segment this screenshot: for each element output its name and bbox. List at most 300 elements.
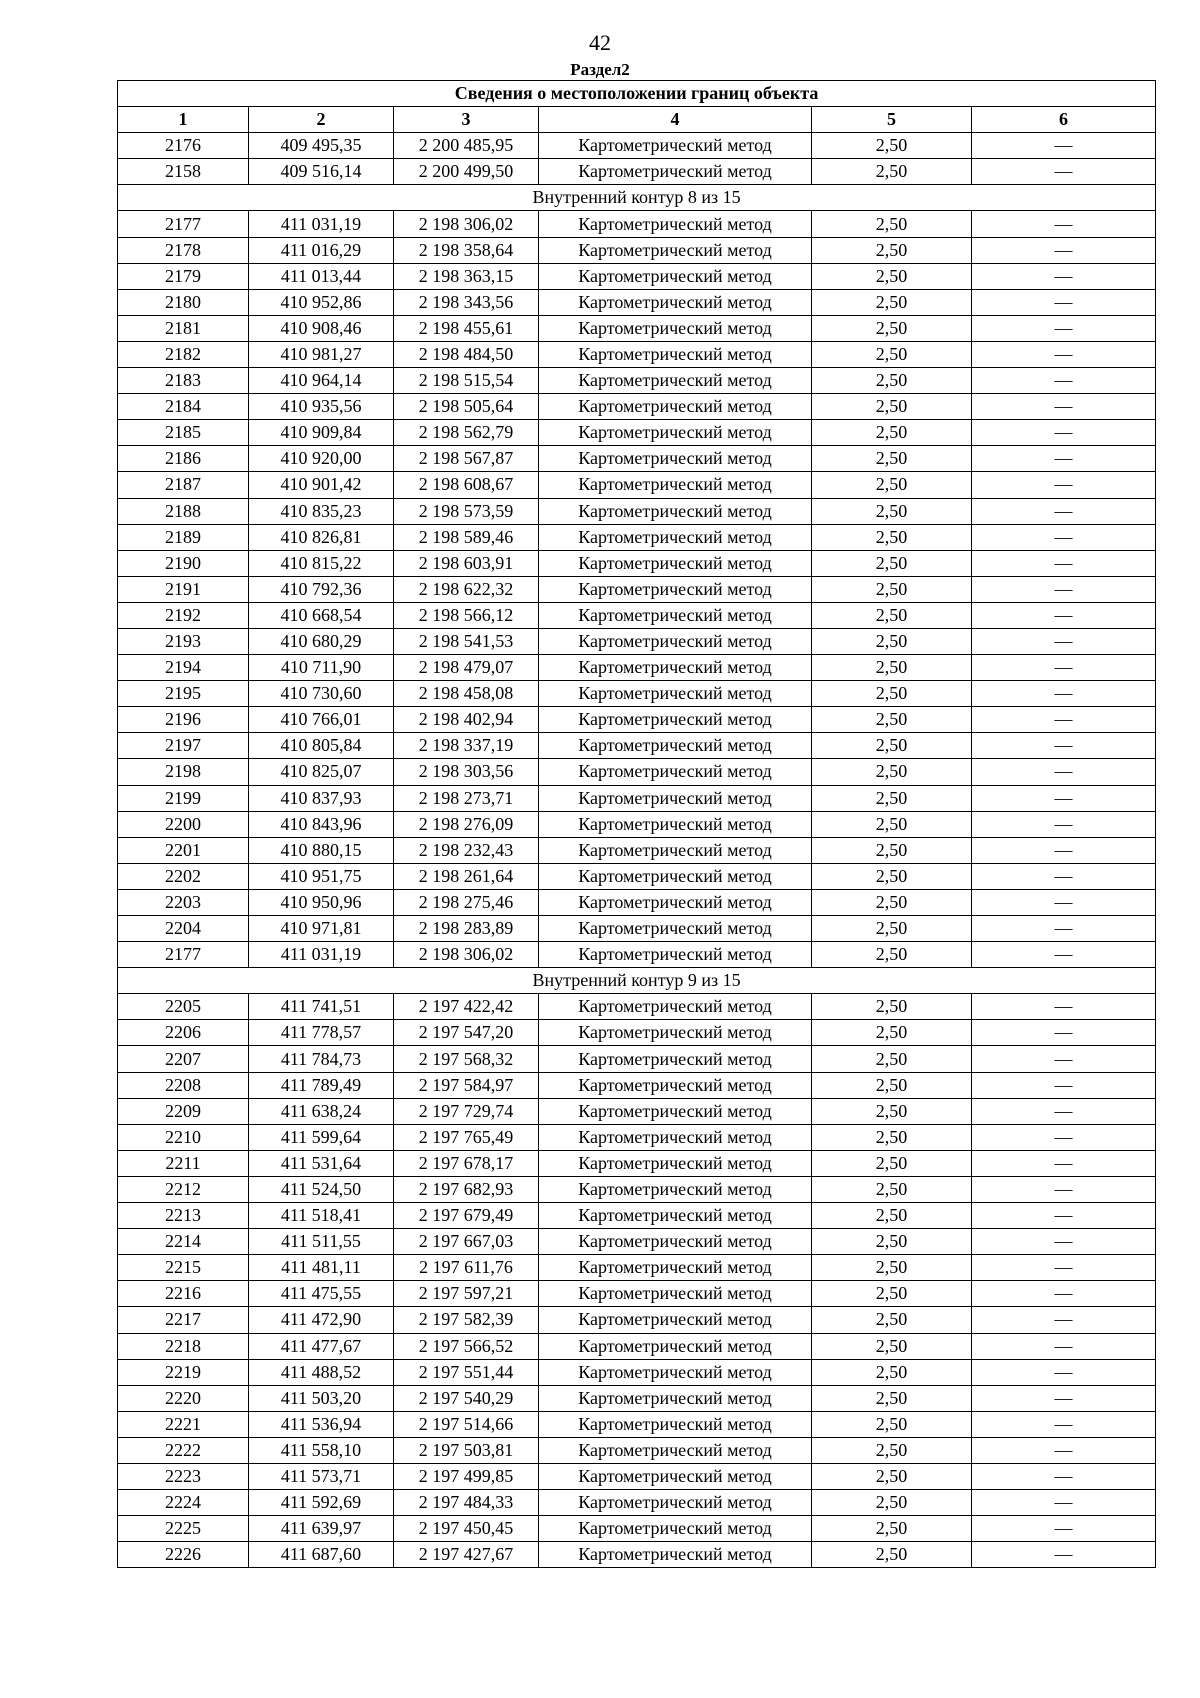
x-coordinate-cell: 410 837,93 xyxy=(249,785,394,811)
note-cell: — xyxy=(972,1490,1156,1516)
y-coordinate-cell: 2 198 541,53 xyxy=(394,628,539,654)
accuracy-cell: 2,50 xyxy=(812,1411,972,1437)
note-cell: — xyxy=(972,1385,1156,1411)
point-number-cell: 2225 xyxy=(118,1516,249,1542)
x-coordinate-cell: 411 031,19 xyxy=(249,942,394,968)
point-number-cell: 2183 xyxy=(118,368,249,394)
accuracy-cell: 2,50 xyxy=(812,550,972,576)
method-cell: Картометрический метод xyxy=(539,550,812,576)
table-row xyxy=(118,811,1156,837)
y-coordinate-cell: 2 198 484,50 xyxy=(394,341,539,367)
x-coordinate-cell: 411 536,94 xyxy=(249,1411,394,1437)
accuracy-cell: 2,50 xyxy=(812,211,972,237)
note-cell: — xyxy=(972,1124,1156,1150)
x-coordinate-cell: 410 909,84 xyxy=(249,420,394,446)
method-cell: Картометрический метод xyxy=(539,1411,812,1437)
note-cell: — xyxy=(972,1437,1156,1463)
table-row xyxy=(118,785,1156,811)
note-cell: — xyxy=(972,785,1156,811)
table-row xyxy=(118,263,1156,289)
y-coordinate-cell: 2 198 622,32 xyxy=(394,576,539,602)
point-number-cell: 2226 xyxy=(118,1542,249,1568)
method-cell: Картометрический метод xyxy=(539,1203,812,1229)
y-coordinate-cell: 2 198 589,46 xyxy=(394,524,539,550)
point-number-cell: 2195 xyxy=(118,681,249,707)
method-cell: Картометрический метод xyxy=(539,1516,812,1542)
point-number-cell: 2222 xyxy=(118,1437,249,1463)
accuracy-cell: 2,50 xyxy=(812,1255,972,1281)
method-cell: Картометрический метод xyxy=(539,602,812,628)
method-cell: Картометрический метод xyxy=(539,1229,812,1255)
x-coordinate-cell: 410 805,84 xyxy=(249,733,394,759)
note-cell: — xyxy=(972,524,1156,550)
x-coordinate-cell: 410 792,36 xyxy=(249,576,394,602)
method-cell: Картометрический метод xyxy=(539,472,812,498)
table-row xyxy=(118,289,1156,315)
point-number-cell: 2190 xyxy=(118,550,249,576)
y-coordinate-cell: 2 198 261,64 xyxy=(394,863,539,889)
method-cell: Картометрический метод xyxy=(539,237,812,263)
y-coordinate-cell: 2 198 303,56 xyxy=(394,759,539,785)
note-cell: — xyxy=(972,916,1156,942)
y-coordinate-cell: 2 198 603,91 xyxy=(394,550,539,576)
point-number-cell: 2193 xyxy=(118,628,249,654)
x-coordinate-cell: 410 950,96 xyxy=(249,889,394,915)
table-row xyxy=(118,733,1156,759)
x-coordinate-cell: 411 558,10 xyxy=(249,1437,394,1463)
y-coordinate-cell: 2 198 515,54 xyxy=(394,368,539,394)
y-coordinate-cell: 2 198 562,79 xyxy=(394,420,539,446)
x-coordinate-cell: 411 687,60 xyxy=(249,1542,394,1568)
table-row xyxy=(118,889,1156,915)
method-cell: Картометрический метод xyxy=(539,655,812,681)
method-cell: Картометрический метод xyxy=(539,1255,812,1281)
x-coordinate-cell: 411 481,11 xyxy=(249,1255,394,1281)
y-coordinate-cell: 2 198 358,64 xyxy=(394,237,539,263)
accuracy-cell: 2,50 xyxy=(812,863,972,889)
x-coordinate-cell: 410 901,42 xyxy=(249,472,394,498)
accuracy-cell: 2,50 xyxy=(812,1359,972,1385)
x-coordinate-cell: 411 531,64 xyxy=(249,1150,394,1176)
x-coordinate-cell: 410 835,23 xyxy=(249,498,394,524)
accuracy-cell: 2,50 xyxy=(812,681,972,707)
note-cell: — xyxy=(972,1020,1156,1046)
x-coordinate-cell: 410 711,90 xyxy=(249,655,394,681)
accuracy-cell: 2,50 xyxy=(812,289,972,315)
x-coordinate-cell: 411 789,49 xyxy=(249,1072,394,1098)
column-header: 2 xyxy=(249,107,394,133)
method-cell: Картометрический метод xyxy=(539,1150,812,1176)
accuracy-cell: 2,50 xyxy=(812,994,972,1020)
point-number-cell: 2200 xyxy=(118,811,249,837)
accuracy-cell: 2,50 xyxy=(812,733,972,759)
method-cell: Картометрический метод xyxy=(539,1176,812,1202)
point-number-cell: 2177 xyxy=(118,211,249,237)
note-cell: — xyxy=(972,889,1156,915)
y-coordinate-cell: 2 197 582,39 xyxy=(394,1307,539,1333)
y-coordinate-cell: 2 197 682,93 xyxy=(394,1176,539,1202)
y-coordinate-cell: 2 200 485,95 xyxy=(394,133,539,159)
note-cell: — xyxy=(972,811,1156,837)
column-header: 5 xyxy=(812,107,972,133)
contour-label: Внутренний контур 8 из 15 xyxy=(118,185,1156,211)
point-number-cell: 2197 xyxy=(118,733,249,759)
method-cell: Картометрический метод xyxy=(539,759,812,785)
y-coordinate-cell: 2 198 402,94 xyxy=(394,707,539,733)
point-number-cell: 2224 xyxy=(118,1490,249,1516)
x-coordinate-cell: 411 503,20 xyxy=(249,1385,394,1411)
note-cell: — xyxy=(972,368,1156,394)
boundary-coordinates-table xyxy=(117,80,1156,1568)
y-coordinate-cell: 2 198 276,09 xyxy=(394,811,539,837)
note-cell: — xyxy=(972,681,1156,707)
table-row xyxy=(118,1150,1156,1176)
point-number-cell: 2182 xyxy=(118,341,249,367)
note-cell: — xyxy=(972,1176,1156,1202)
method-cell: Картометрический метод xyxy=(539,1307,812,1333)
note-cell: — xyxy=(972,863,1156,889)
x-coordinate-cell: 410 668,54 xyxy=(249,602,394,628)
y-coordinate-cell: 2 198 567,87 xyxy=(394,446,539,472)
accuracy-cell: 2,50 xyxy=(812,916,972,942)
note-cell: — xyxy=(972,1203,1156,1229)
table-row xyxy=(118,1098,1156,1124)
note-cell: — xyxy=(972,211,1156,237)
x-coordinate-cell: 411 524,50 xyxy=(249,1176,394,1202)
method-cell: Картометрический метод xyxy=(539,811,812,837)
column-header-row xyxy=(118,107,1156,133)
contour-header-row xyxy=(118,968,1156,994)
page-number: 42 xyxy=(589,30,611,55)
method-cell: Картометрический метод xyxy=(539,1359,812,1385)
x-coordinate-cell: 410 826,81 xyxy=(249,524,394,550)
y-coordinate-cell: 2 198 479,07 xyxy=(394,655,539,681)
method-cell: Картометрический метод xyxy=(539,341,812,367)
note-cell: — xyxy=(972,498,1156,524)
accuracy-cell: 2,50 xyxy=(812,315,972,341)
method-cell: Картометрический метод xyxy=(539,863,812,889)
accuracy-cell: 2,50 xyxy=(812,1542,972,1568)
note-cell: — xyxy=(972,1046,1156,1072)
method-cell: Картометрический метод xyxy=(539,1020,812,1046)
table-row xyxy=(118,420,1156,446)
point-number-cell: 2216 xyxy=(118,1281,249,1307)
table-row xyxy=(118,315,1156,341)
y-coordinate-cell: 2 197 484,33 xyxy=(394,1490,539,1516)
x-coordinate-cell: 411 573,71 xyxy=(249,1463,394,1489)
x-coordinate-cell: 410 766,01 xyxy=(249,707,394,733)
table-row xyxy=(118,498,1156,524)
accuracy-cell: 2,50 xyxy=(812,1150,972,1176)
x-coordinate-cell: 410 952,86 xyxy=(249,289,394,315)
method-cell: Картометрический метод xyxy=(539,315,812,341)
x-coordinate-cell: 409 516,14 xyxy=(249,159,394,185)
x-coordinate-cell: 410 880,15 xyxy=(249,837,394,863)
x-coordinate-cell: 410 680,29 xyxy=(249,628,394,654)
note-cell: — xyxy=(972,1072,1156,1098)
accuracy-cell: 2,50 xyxy=(812,1516,972,1542)
method-cell: Картометрический метод xyxy=(539,1463,812,1489)
y-coordinate-cell: 2 197 422,42 xyxy=(394,994,539,1020)
table-row xyxy=(118,394,1156,420)
note-cell: — xyxy=(972,1307,1156,1333)
y-coordinate-cell: 2 197 765,49 xyxy=(394,1124,539,1150)
table-row xyxy=(118,602,1156,628)
point-number-cell: 2186 xyxy=(118,446,249,472)
table-row xyxy=(118,159,1156,185)
table-row xyxy=(118,837,1156,863)
y-coordinate-cell: 2 200 499,50 xyxy=(394,159,539,185)
point-number-cell: 2223 xyxy=(118,1463,249,1489)
accuracy-cell: 2,50 xyxy=(812,133,972,159)
accuracy-cell: 2,50 xyxy=(812,341,972,367)
note-cell: — xyxy=(972,341,1156,367)
point-number-cell: 2211 xyxy=(118,1150,249,1176)
table-row xyxy=(118,472,1156,498)
contour-header-row xyxy=(118,185,1156,211)
accuracy-cell: 2,50 xyxy=(812,1203,972,1229)
method-cell: Картометрический метод xyxy=(539,1046,812,1072)
contour-label: Внутренний контур 9 из 15 xyxy=(118,968,1156,994)
y-coordinate-cell: 2 198 363,15 xyxy=(394,263,539,289)
method-cell: Картометрический метод xyxy=(539,446,812,472)
table-row xyxy=(118,550,1156,576)
method-cell: Картометрический метод xyxy=(539,289,812,315)
point-number-cell: 2208 xyxy=(118,1072,249,1098)
y-coordinate-cell: 2 197 611,76 xyxy=(394,1255,539,1281)
accuracy-cell: 2,50 xyxy=(812,498,972,524)
note-cell: — xyxy=(972,159,1156,185)
accuracy-cell: 2,50 xyxy=(812,628,972,654)
accuracy-cell: 2,50 xyxy=(812,394,972,420)
note-cell: — xyxy=(972,550,1156,576)
accuracy-cell: 2,50 xyxy=(812,811,972,837)
accuracy-cell: 2,50 xyxy=(812,759,972,785)
y-coordinate-cell: 2 198 566,12 xyxy=(394,602,539,628)
accuracy-cell: 2,50 xyxy=(812,655,972,681)
table-row xyxy=(118,863,1156,889)
point-number-cell: 2178 xyxy=(118,237,249,263)
table-row xyxy=(118,1516,1156,1542)
point-number-cell: 2205 xyxy=(118,994,249,1020)
accuracy-cell: 2,50 xyxy=(812,1124,972,1150)
table-row xyxy=(118,1307,1156,1333)
table-title: Сведения о местоположении границ объекта xyxy=(118,81,1156,107)
x-coordinate-cell: 410 908,46 xyxy=(249,315,394,341)
y-coordinate-cell: 2 197 514,66 xyxy=(394,1411,539,1437)
point-number-cell: 2196 xyxy=(118,707,249,733)
column-header: 4 xyxy=(539,107,812,133)
table-row xyxy=(118,681,1156,707)
point-number-cell: 2210 xyxy=(118,1124,249,1150)
y-coordinate-cell: 2 197 729,74 xyxy=(394,1098,539,1124)
note-cell: — xyxy=(972,289,1156,315)
point-number-cell: 2209 xyxy=(118,1098,249,1124)
method-cell: Картометрический метод xyxy=(539,837,812,863)
note-cell: — xyxy=(972,420,1156,446)
accuracy-cell: 2,50 xyxy=(812,576,972,602)
table-row xyxy=(118,1359,1156,1385)
y-coordinate-cell: 2 197 547,20 xyxy=(394,1020,539,1046)
note-cell: — xyxy=(972,237,1156,263)
point-number-cell: 2214 xyxy=(118,1229,249,1255)
method-cell: Картометрический метод xyxy=(539,942,812,968)
table-row xyxy=(118,628,1156,654)
x-coordinate-cell: 411 016,29 xyxy=(249,237,394,263)
x-coordinate-cell: 409 495,35 xyxy=(249,133,394,159)
method-cell: Картометрический метод xyxy=(539,628,812,654)
note-cell: — xyxy=(972,472,1156,498)
method-cell: Картометрический метод xyxy=(539,1333,812,1359)
method-cell: Картометрический метод xyxy=(539,1072,812,1098)
point-number-cell: 2201 xyxy=(118,837,249,863)
y-coordinate-cell: 2 198 458,08 xyxy=(394,681,539,707)
y-coordinate-cell: 2 198 273,71 xyxy=(394,785,539,811)
x-coordinate-cell: 411 013,44 xyxy=(249,263,394,289)
method-cell: Картометрический метод xyxy=(539,368,812,394)
method-cell: Картометрический метод xyxy=(539,785,812,811)
method-cell: Картометрический метод xyxy=(539,1281,812,1307)
note-cell: — xyxy=(972,1411,1156,1437)
y-coordinate-cell: 2 198 306,02 xyxy=(394,942,539,968)
method-cell: Картометрический метод xyxy=(539,1490,812,1516)
point-number-cell: 2219 xyxy=(118,1359,249,1385)
table-row xyxy=(118,1176,1156,1202)
note-cell: — xyxy=(972,263,1156,289)
x-coordinate-cell: 410 920,00 xyxy=(249,446,394,472)
column-header: 6 xyxy=(972,107,1156,133)
point-number-cell: 2176 xyxy=(118,133,249,159)
note-cell: — xyxy=(972,707,1156,733)
y-coordinate-cell: 2 197 551,44 xyxy=(394,1359,539,1385)
point-number-cell: 2191 xyxy=(118,576,249,602)
table-row xyxy=(118,655,1156,681)
accuracy-cell: 2,50 xyxy=(812,1333,972,1359)
accuracy-cell: 2,50 xyxy=(812,1229,972,1255)
note-cell: — xyxy=(972,1463,1156,1489)
x-coordinate-cell: 411 511,55 xyxy=(249,1229,394,1255)
accuracy-cell: 2,50 xyxy=(812,785,972,811)
accuracy-cell: 2,50 xyxy=(812,1437,972,1463)
table-row xyxy=(118,446,1156,472)
table-row xyxy=(118,341,1156,367)
x-coordinate-cell: 411 472,90 xyxy=(249,1307,394,1333)
point-number-cell: 2181 xyxy=(118,315,249,341)
table-row xyxy=(118,524,1156,550)
accuracy-cell: 2,50 xyxy=(812,1098,972,1124)
accuracy-cell: 2,50 xyxy=(812,1490,972,1516)
accuracy-cell: 2,50 xyxy=(812,237,972,263)
y-coordinate-cell: 2 198 232,43 xyxy=(394,837,539,863)
accuracy-cell: 2,50 xyxy=(812,472,972,498)
y-coordinate-cell: 2 197 427,67 xyxy=(394,1542,539,1568)
x-coordinate-cell: 411 741,51 xyxy=(249,994,394,1020)
note-cell: — xyxy=(972,576,1156,602)
accuracy-cell: 2,50 xyxy=(812,1281,972,1307)
table-row xyxy=(118,1411,1156,1437)
note-cell: — xyxy=(972,1333,1156,1359)
y-coordinate-cell: 2 198 275,46 xyxy=(394,889,539,915)
note-cell: — xyxy=(972,1359,1156,1385)
x-coordinate-cell: 410 964,14 xyxy=(249,368,394,394)
accuracy-cell: 2,50 xyxy=(812,446,972,472)
point-number-cell: 2207 xyxy=(118,1046,249,1072)
method-cell: Картометрический метод xyxy=(539,1098,812,1124)
y-coordinate-cell: 2 198 455,61 xyxy=(394,315,539,341)
y-coordinate-cell: 2 198 343,56 xyxy=(394,289,539,315)
point-number-cell: 2218 xyxy=(118,1333,249,1359)
column-header: 3 xyxy=(394,107,539,133)
accuracy-cell: 2,50 xyxy=(812,420,972,446)
accuracy-cell: 2,50 xyxy=(812,602,972,628)
table-row xyxy=(118,707,1156,733)
y-coordinate-cell: 2 197 499,85 xyxy=(394,1463,539,1489)
point-number-cell: 2215 xyxy=(118,1255,249,1281)
x-coordinate-cell: 411 639,97 xyxy=(249,1516,394,1542)
note-cell: — xyxy=(972,315,1156,341)
point-number-cell: 2221 xyxy=(118,1411,249,1437)
method-cell: Картометрический метод xyxy=(539,1437,812,1463)
accuracy-cell: 2,50 xyxy=(812,368,972,394)
y-coordinate-cell: 2 197 568,32 xyxy=(394,1046,539,1072)
method-cell: Картометрический метод xyxy=(539,707,812,733)
table-row xyxy=(118,368,1156,394)
y-coordinate-cell: 2 198 573,59 xyxy=(394,498,539,524)
x-coordinate-cell: 410 981,27 xyxy=(249,341,394,367)
method-cell: Картометрический метод xyxy=(539,394,812,420)
table-row xyxy=(118,1437,1156,1463)
note-cell: — xyxy=(972,1098,1156,1124)
method-cell: Картометрический метод xyxy=(539,420,812,446)
table-row xyxy=(118,1542,1156,1568)
point-number-cell: 2203 xyxy=(118,889,249,915)
x-coordinate-cell: 411 592,69 xyxy=(249,1490,394,1516)
method-cell: Картометрический метод xyxy=(539,1124,812,1150)
note-cell: — xyxy=(972,1516,1156,1542)
note-cell: — xyxy=(972,394,1156,420)
point-number-cell: 2192 xyxy=(118,602,249,628)
y-coordinate-cell: 2 198 337,19 xyxy=(394,733,539,759)
point-number-cell: 2217 xyxy=(118,1307,249,1333)
method-cell: Картометрический метод xyxy=(539,994,812,1020)
accuracy-cell: 2,50 xyxy=(812,1307,972,1333)
note-cell: — xyxy=(972,759,1156,785)
point-number-cell: 2177 xyxy=(118,942,249,968)
method-cell: Картометрический метод xyxy=(539,159,812,185)
x-coordinate-cell: 411 475,55 xyxy=(249,1281,394,1307)
accuracy-cell: 2,50 xyxy=(812,1176,972,1202)
x-coordinate-cell: 411 488,52 xyxy=(249,1359,394,1385)
point-number-cell: 2179 xyxy=(118,263,249,289)
accuracy-cell: 2,50 xyxy=(812,707,972,733)
note-cell: — xyxy=(972,733,1156,759)
table-row xyxy=(118,1281,1156,1307)
accuracy-cell: 2,50 xyxy=(812,524,972,550)
y-coordinate-cell: 2 197 678,17 xyxy=(394,1150,539,1176)
y-coordinate-cell: 2 197 667,03 xyxy=(394,1229,539,1255)
point-number-cell: 2213 xyxy=(118,1203,249,1229)
x-coordinate-cell: 411 477,67 xyxy=(249,1333,394,1359)
point-number-cell: 2158 xyxy=(118,159,249,185)
method-cell: Картометрический метод xyxy=(539,576,812,602)
note-cell: — xyxy=(972,1542,1156,1568)
point-number-cell: 2204 xyxy=(118,916,249,942)
table-row xyxy=(118,1046,1156,1072)
method-cell: Картометрический метод xyxy=(539,263,812,289)
table-row xyxy=(118,1229,1156,1255)
table-row xyxy=(118,576,1156,602)
method-cell: Картометрический метод xyxy=(539,733,812,759)
